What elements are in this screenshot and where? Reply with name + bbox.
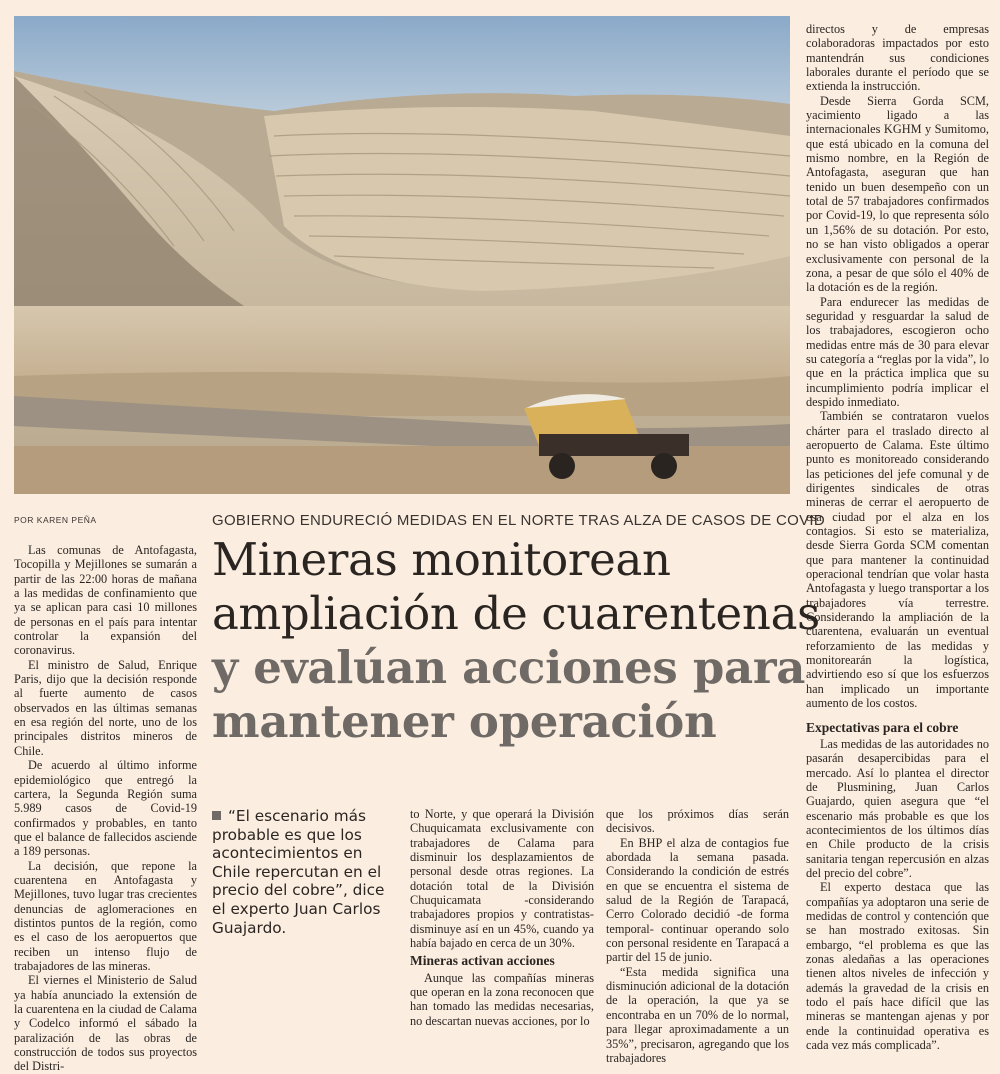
paragraph: El experto destaca que las compañías ya adoptaron una serie de medidas de control y contención que se han mostrado exitosas. Sin embargo, “el problema es que las zonas aledañas a las operaciones tienen altos niveles de infección y además la gravedad de la crisis en todo el país hace difícil que las mineras se mantengan ajenas y por ende la continuidad operativa es cada vez más complicada”. bbox=[806, 880, 989, 1053]
article-column-5 bbox=[806, 22, 989, 1052]
byline: POR KAREN PEÑA bbox=[14, 515, 97, 525]
paragraph: Las medidas de las autoridades no pasarán desapercibidas para el mercado. Así lo plantea el director de Plusmining, Juan Carlos Guajardo, quien asegura que “el escenario más probable es que los acontecimientos de los últimos días en Chile producto de la crisis sanitaria tengan repercusión en alzas del precio del cobre”. bbox=[806, 736, 989, 880]
article-photo bbox=[14, 16, 790, 494]
paragraph: directos y de empresas colaboradoras impactados por esto mantendrán sus condiciones laborales durante el período que se extienda la instrucción. bbox=[806, 22, 989, 94]
pull-quote-text: “El escenario más probable es que los acontecimientos en Chile repercutan en el precio del cobre”, dice el experto Juan Carlos Guajardo. bbox=[212, 807, 385, 937]
paragraph: Las comunas de Antofagasta, Tocopilla y Mejillones se sumarán a partir de las 22:00 horas de mañana a las medidas de confinamiento que ya se aplican para casi 10 millones de personas en el país para intentar controlar la expansión del coronavirus. bbox=[14, 543, 197, 658]
paragraph: El ministro de Salud, Enrique Paris, dijo que la decisión responde al fuerte aumento de casos observados en las últimas semanas en esa región del norte, uno de los principales distritos mineros de Chile. bbox=[14, 657, 197, 758]
paragraph: También se contrataron vuelos chárter para el traslado directo al aeropuerto de Calama. Este último punto es monitoreado considerando las peticiones del jefe comunal y de dirigentes sindicales de otras mineras de cerrar el aeropuerto de esa ciudad por el alza en los contagios. Si esto se materializa, desde Sierra Gorda SCM comentan que para mantener la continuidad operacional tendrían que volar hasta Antofagasta y luego transportar a los trabajadores vía terrestre. Considerando la ampliación de la cuarentena, evaluarán un eventual reforzamiento de las medidas y monitorearán la logística, advirtiendo eso sí que los esfuerzos han implicado un importante aumento de los costos. bbox=[806, 409, 989, 711]
paragraph: que los próximos días serán decisivos. bbox=[606, 807, 789, 836]
paragraph: La decisión, que repone la cuarentena en Antofagasta y Mejillones, tuvo lugar tras crecientes denuncias de aglomeraciones en distintos puntos de la región, como es el caso de los aeropuertos que reciben un intenso flujo de trabajadores de las mineras. bbox=[14, 858, 197, 973]
paragraph: “Esta medida significa una disminución adicional de la dotación de la operación, la que ya se encontraba en un 70% de lo normal, para llegar aproximadamente a un 35%”, precisaron, agregando que los trabajadores bbox=[606, 964, 789, 1065]
subheading: Mineras activan acciones bbox=[410, 953, 555, 969]
headline-line-4: mantener operación bbox=[212, 695, 717, 748]
headline-line-3: y evalúan acciones para bbox=[212, 641, 806, 694]
article-column-4 bbox=[606, 807, 789, 1065]
paragraph: Aunque las compañías mineras que operan en la zona reconocen que han tomado las medidas necesarias, no descartan nuevas acciones, por lo bbox=[410, 970, 594, 1028]
pull-quote bbox=[212, 807, 394, 937]
paragraph: Desde Sierra Gorda SCM, yacimiento ligado a las internacionales KGHM y Sumitomo, que está ubicado en la comuna del mismo nombre, en la Región de Antofagasta, aseguran que han tenido un buen desempeño con un total de 57 trabajadores confirmados por Covid-19, lo que representa sólo un 1,56% de su dotación. Por esto, no se han visto obligados a operar exclusivamente con personal de la zona, a pesar de que sólo el 40% de la dotación es de la región. bbox=[806, 93, 989, 295]
headline bbox=[212, 533, 820, 749]
paragraph: En BHP el alza de contagios fue abordada la semana pasada. Considerando la condición de estrés en que se encuentra el sistema de salud de la Región de Tarapacá, Cerro Colorado decidió -de forma temporal- continuar operando solo con personal residente en Tarapacá a partir del 15 de junio. bbox=[606, 835, 789, 965]
article-column-3 bbox=[410, 807, 594, 1028]
paragraph: El viernes el Ministerio de Salud ya había anunciado la extensión de la cuarentena en la ciudad de Calama y Codelco informó el sábado la paralización de las obras de construcción de todos sus proyectos del Distri- bbox=[14, 973, 197, 1074]
square-bullet-icon bbox=[212, 811, 221, 820]
paragraph: De acuerdo al último informe epidemiológico que entregó la cartera, la Segunda Región suma 5.989 casos de Covid-19 confirmados y probables, en tanto que el balance de fallecidos asciende a 189 personas. bbox=[14, 758, 197, 859]
paragraph: to Norte, y que operará la División Chuquicamata exclusivamente con trabajadores de Calama para disminuir los desplazamientos de personal desde otras regiones. La dotación total de la División Chuquicamata -considerando trabajadores propios y contratistas- disminuye así en un 45%, cuando ya había bajado en cerca de un 30%. bbox=[410, 807, 594, 951]
article-column-1 bbox=[14, 543, 197, 1074]
paragraph: Para endurecer las medidas de seguridad y resguardar la salud de los trabajadores, escogieron ocho medidas entre más de 30 para elevar su categoría a “reglas por la vida”, lo que en la práctica implica que su incumplimiento podría implicar el despido inmediato. bbox=[806, 294, 989, 409]
subheading: Expectativas para el cobre bbox=[806, 719, 959, 735]
kicker: GOBIERNO ENDURECIÓ MEDIDAS EN EL NORTE TRAS ALZA DE CASOS DE COVID bbox=[212, 512, 825, 529]
headline-line-2: ampliación de cuarentenas bbox=[212, 587, 820, 640]
headline-line-1: Mineras monitorean bbox=[212, 533, 671, 586]
open-pit-mine-illustration bbox=[14, 16, 790, 494]
